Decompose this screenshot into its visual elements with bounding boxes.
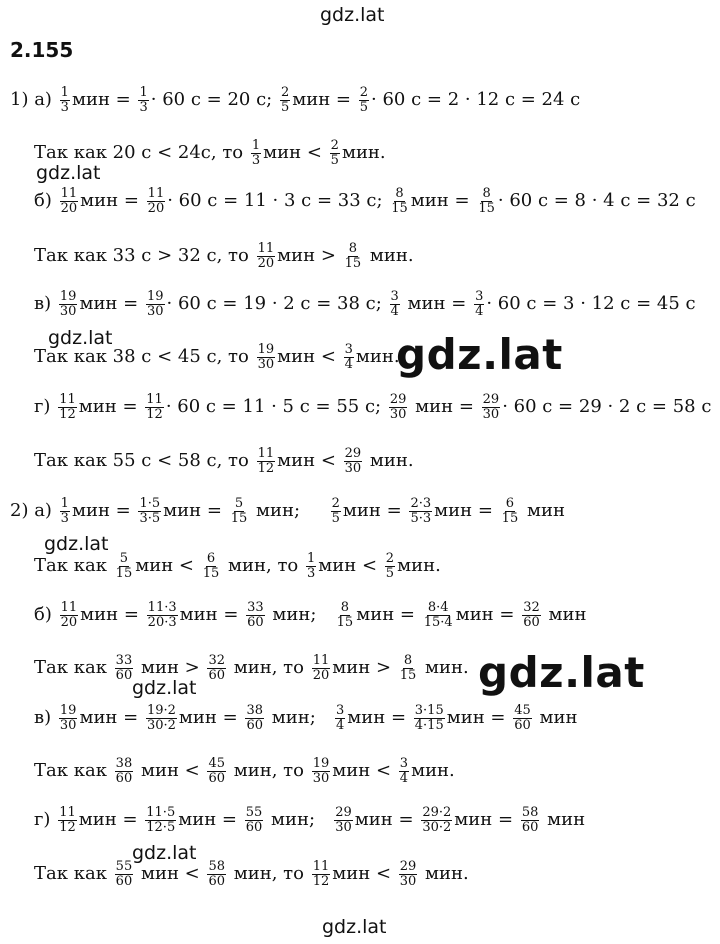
text-run: · 60 с = 29 · 2 с = 58 с bbox=[502, 396, 712, 417]
watermark-small: gdz.lat bbox=[48, 327, 113, 349]
text-run: · 60 с = 20 с; bbox=[150, 89, 278, 110]
fraction-numerator: 3 bbox=[399, 755, 409, 771]
fraction bbox=[359, 86, 369, 114]
fraction-denominator: 15 bbox=[344, 255, 362, 271]
fraction-denominator: 12·5 bbox=[146, 819, 176, 835]
fraction bbox=[145, 393, 164, 421]
fraction bbox=[385, 552, 395, 580]
watermark-large: gdz.lat bbox=[478, 648, 645, 697]
fraction bbox=[344, 242, 363, 270]
text-run: · 60 с = 11 · 3 с = 33 с; bbox=[167, 190, 389, 211]
fraction-numerator: 32 bbox=[523, 599, 540, 615]
watermark-small: gdz.lat bbox=[44, 533, 109, 555]
fraction-denominator: 3 bbox=[139, 99, 148, 115]
fraction-numerator: 8 bbox=[348, 240, 358, 256]
text-run: мин = bbox=[409, 396, 480, 417]
fraction-numerator: 33 bbox=[115, 652, 133, 668]
text-run: мин bbox=[541, 809, 586, 830]
fraction bbox=[138, 86, 148, 114]
text-run: мин = bbox=[80, 190, 145, 211]
text-run: мин = bbox=[179, 604, 245, 625]
fraction bbox=[399, 654, 418, 682]
fraction-denominator: 20 bbox=[60, 200, 78, 216]
fraction-denominator: 4 bbox=[475, 303, 484, 319]
fraction-numerator: 38 bbox=[246, 702, 263, 718]
fraction-denominator: 15 bbox=[391, 200, 408, 216]
fraction-numerator: 8·4 bbox=[427, 599, 449, 615]
fraction-numerator: 29·2 bbox=[422, 804, 452, 820]
fraction bbox=[522, 601, 541, 629]
text-run: Так как bbox=[34, 760, 113, 781]
watermark-small: gdz.lat bbox=[36, 162, 101, 184]
text-run: мин = bbox=[79, 707, 144, 728]
fraction bbox=[257, 447, 276, 475]
fraction bbox=[501, 497, 520, 525]
fraction bbox=[336, 601, 355, 629]
fraction-denominator: 15 bbox=[230, 510, 248, 526]
fraction bbox=[312, 757, 331, 785]
fraction-numerator: 11 bbox=[146, 391, 163, 407]
fraction-denominator: 15 bbox=[501, 510, 519, 526]
watermark-small: gdz.lat bbox=[132, 677, 197, 699]
text-run: мин. bbox=[419, 863, 469, 884]
text-run: мин = bbox=[79, 293, 144, 314]
fraction bbox=[207, 860, 226, 888]
fraction-denominator: 60 bbox=[208, 667, 226, 683]
fraction-denominator: 30·2 bbox=[422, 819, 452, 835]
fraction-numerator: 3·15 bbox=[414, 702, 444, 718]
fraction-denominator: 20·3 bbox=[147, 614, 177, 630]
fraction bbox=[202, 552, 221, 580]
text-run: мин. bbox=[397, 555, 441, 576]
fraction-denominator: 30 bbox=[146, 303, 164, 319]
fraction-denominator: 20 bbox=[60, 614, 78, 630]
fraction bbox=[344, 447, 363, 475]
text-run: мин > bbox=[277, 245, 342, 266]
fraction-denominator: 60 bbox=[115, 873, 133, 889]
fraction-denominator: 4 bbox=[335, 717, 345, 733]
text-run: мин > bbox=[135, 657, 206, 678]
text-run: мин; bbox=[266, 707, 333, 728]
text-run: мин < bbox=[135, 555, 200, 576]
fraction-denominator: 5·3 bbox=[410, 510, 432, 526]
text-run: мин. bbox=[419, 657, 469, 678]
text-run: мин = bbox=[347, 707, 412, 728]
fraction-numerator: 2 bbox=[331, 495, 340, 511]
text-run: мин = bbox=[434, 500, 499, 521]
text-run: мин; bbox=[250, 500, 329, 521]
text-run: мин bbox=[533, 707, 578, 728]
text-run: г) bbox=[34, 809, 57, 830]
solution-line bbox=[34, 595, 586, 635]
text-run: мин = bbox=[446, 707, 512, 728]
text-run: мин; bbox=[265, 809, 333, 830]
text-run: мин < bbox=[263, 142, 328, 163]
fraction-numerator: 58 bbox=[521, 804, 539, 820]
fraction-numerator: 11 bbox=[257, 240, 275, 256]
text-run: мин < bbox=[332, 760, 397, 781]
fraction-numerator: 19 bbox=[59, 288, 77, 304]
fraction bbox=[138, 497, 161, 525]
text-run: Так как bbox=[34, 657, 113, 678]
text-run: б) bbox=[34, 604, 58, 625]
fraction bbox=[330, 139, 340, 167]
fraction-numerator: 29 bbox=[389, 391, 407, 407]
fraction-denominator: 60 bbox=[246, 717, 263, 733]
fraction bbox=[245, 704, 264, 732]
text-run: Так как 20 с < 24с, то bbox=[34, 142, 249, 163]
fraction-numerator: 8 bbox=[395, 185, 404, 201]
fraction-numerator: 11 bbox=[257, 445, 275, 461]
fraction bbox=[245, 806, 264, 834]
fraction-numerator: 8 bbox=[340, 599, 350, 615]
solution-line bbox=[34, 133, 386, 173]
fraction-numerator: 19 bbox=[312, 755, 330, 771]
fraction-denominator: 15·4 bbox=[423, 614, 453, 630]
fraction bbox=[147, 601, 178, 629]
text-run: мин = bbox=[292, 89, 357, 110]
fraction bbox=[115, 654, 134, 682]
fraction bbox=[399, 757, 409, 785]
text-run: мин = bbox=[401, 293, 473, 314]
fraction bbox=[414, 704, 445, 732]
fraction-denominator: 60 bbox=[115, 770, 133, 786]
fraction bbox=[59, 704, 78, 732]
text-run: · 60 с = 2 · 12 с = 24 с bbox=[371, 89, 581, 110]
fraction-denominator: 60 bbox=[247, 614, 264, 630]
fraction-numerator: 11 bbox=[312, 858, 330, 874]
text-run: Так как 38 с < 45 с, то bbox=[34, 346, 255, 367]
fraction-denominator: 20 bbox=[312, 667, 330, 683]
fraction-denominator: 20 bbox=[147, 200, 165, 216]
fraction-numerator: 11 bbox=[60, 185, 78, 201]
fraction-denominator: 15 bbox=[336, 614, 354, 630]
text-run: мин bbox=[521, 500, 565, 521]
fraction-denominator: 60 bbox=[245, 819, 263, 835]
watermark-bottom: gdz.lat bbox=[322, 916, 387, 938]
fraction-denominator: 12 bbox=[59, 819, 76, 835]
watermark-small: gdz.lat bbox=[132, 842, 197, 864]
text-run: мин = bbox=[410, 190, 476, 211]
text-run: мин, то bbox=[222, 555, 304, 576]
fraction-numerator: 1 bbox=[60, 84, 69, 100]
text-run: Так как bbox=[34, 555, 113, 576]
fraction bbox=[147, 187, 166, 215]
fraction-denominator: 15 bbox=[115, 565, 133, 581]
text-run: · 60 с = 11 · 5 с = 55 с; bbox=[165, 396, 387, 417]
text-run: 1) а) bbox=[10, 89, 58, 110]
solution-line bbox=[34, 751, 455, 791]
fraction-numerator: 8 bbox=[482, 185, 491, 201]
fraction-numerator: 11 bbox=[59, 804, 76, 820]
fraction-denominator: 30·2 bbox=[146, 717, 176, 733]
solution-line bbox=[10, 80, 580, 120]
fraction-numerator: 19 bbox=[59, 702, 77, 718]
fraction-denominator: 4 bbox=[390, 303, 399, 319]
text-run: мин = bbox=[454, 809, 519, 830]
text-run: мин. bbox=[355, 346, 400, 367]
text-run: мин = bbox=[80, 604, 145, 625]
fraction-denominator: 3 bbox=[60, 510, 69, 526]
text-run: мин < bbox=[277, 450, 342, 471]
fraction-numerator: 5 bbox=[119, 550, 129, 566]
fraction bbox=[115, 860, 134, 888]
fraction bbox=[409, 497, 432, 525]
text-run: · 60 с = 19 · 2 с = 38 с; bbox=[166, 293, 388, 314]
fraction bbox=[474, 290, 484, 318]
fraction bbox=[334, 806, 353, 834]
fraction-numerator: 19 bbox=[257, 341, 275, 357]
text-run: мин. bbox=[411, 760, 455, 781]
fraction-denominator: 30 bbox=[312, 770, 330, 786]
fraction-denominator: 60 bbox=[208, 873, 226, 889]
fraction-numerator: 8 bbox=[403, 652, 413, 668]
fraction-numerator: 29 bbox=[335, 804, 352, 820]
fraction bbox=[312, 860, 331, 888]
fraction-numerator: 1 bbox=[251, 137, 261, 153]
fraction-numerator: 55 bbox=[245, 804, 263, 820]
fraction-denominator: 30 bbox=[344, 460, 362, 476]
fraction-denominator: 5 bbox=[330, 152, 339, 168]
solution-line bbox=[34, 337, 400, 377]
fraction-denominator: 5 bbox=[385, 565, 395, 581]
fraction-numerator: 45 bbox=[514, 702, 531, 718]
fraction-denominator: 3 bbox=[306, 565, 316, 581]
text-run: · 60 с = 3 · 12 с = 45 с bbox=[486, 293, 696, 314]
text-run: мин = bbox=[163, 500, 228, 521]
fraction-numerator: 33 bbox=[247, 599, 264, 615]
fraction-numerator: 3 bbox=[475, 288, 484, 304]
watermark-large: gdz.lat bbox=[396, 330, 563, 379]
fraction-denominator: 3 bbox=[251, 152, 261, 168]
text-run: мин < bbox=[135, 863, 206, 884]
fraction-denominator: 12 bbox=[312, 873, 330, 889]
fraction-numerator: 3 bbox=[335, 702, 345, 718]
fraction bbox=[477, 187, 496, 215]
fraction-numerator: 58 bbox=[208, 858, 226, 874]
fraction bbox=[331, 497, 341, 525]
fraction-numerator: 1 bbox=[139, 84, 148, 100]
text-run: Так как 55 с < 58 с, то bbox=[34, 450, 255, 471]
fraction-denominator: 4 bbox=[344, 356, 353, 372]
fraction bbox=[145, 806, 176, 834]
fraction bbox=[230, 497, 249, 525]
fraction bbox=[60, 86, 70, 114]
text-run: г) bbox=[34, 396, 57, 417]
solution-line bbox=[34, 698, 578, 738]
fraction-denominator: 60 bbox=[115, 667, 133, 683]
fraction bbox=[115, 552, 134, 580]
fraction bbox=[390, 187, 409, 215]
fraction-denominator: 30 bbox=[482, 406, 500, 422]
fraction bbox=[390, 290, 400, 318]
fraction bbox=[482, 393, 501, 421]
text-run: · 60 с = 8 · 4 с = 32 с bbox=[497, 190, 696, 211]
text-run: мин bbox=[542, 604, 587, 625]
fraction bbox=[58, 393, 77, 421]
text-run: мин = bbox=[342, 500, 408, 521]
fraction-denominator: 3·5 bbox=[139, 510, 161, 526]
fraction bbox=[399, 860, 418, 888]
solution-line bbox=[34, 854, 469, 894]
fraction bbox=[207, 654, 226, 682]
fraction-denominator: 12 bbox=[257, 460, 275, 476]
fraction bbox=[306, 552, 316, 580]
fraction-numerator: 29 bbox=[344, 445, 362, 461]
text-run: мин. bbox=[341, 142, 386, 163]
fraction-numerator: 6 bbox=[505, 495, 515, 511]
fraction bbox=[146, 290, 165, 318]
fraction-numerator: 19·2 bbox=[146, 702, 176, 718]
fraction-numerator: 1 bbox=[60, 495, 69, 511]
fraction-denominator: 15 bbox=[202, 565, 220, 581]
fraction-numerator: 2 bbox=[385, 550, 395, 566]
fraction bbox=[280, 86, 290, 114]
text-run: мин < bbox=[135, 760, 206, 781]
fraction-numerator: 11·3 bbox=[147, 599, 177, 615]
text-run: мин = bbox=[178, 809, 243, 830]
solution-line bbox=[34, 181, 696, 221]
solution-line bbox=[34, 546, 441, 586]
fraction-denominator: 30 bbox=[59, 717, 77, 733]
fraction bbox=[389, 393, 408, 421]
text-run: в) bbox=[34, 293, 57, 314]
text-run: мин, то bbox=[228, 863, 310, 884]
fraction bbox=[251, 139, 261, 167]
fraction-denominator: 60 bbox=[514, 717, 531, 733]
fraction bbox=[60, 187, 79, 215]
fraction-denominator: 5 bbox=[331, 510, 340, 526]
watermark-top: gdz.lat bbox=[320, 4, 385, 26]
text-run: мин = bbox=[354, 809, 420, 830]
fraction-denominator: 12 bbox=[146, 406, 163, 422]
text-run: мин = bbox=[71, 89, 137, 110]
text-run: мин = bbox=[178, 707, 244, 728]
text-run: мин. bbox=[364, 245, 414, 266]
fraction-numerator: 11 bbox=[60, 599, 78, 615]
fraction bbox=[257, 343, 276, 371]
text-run: мин = bbox=[356, 604, 421, 625]
text-run: Так как 33 с > 32 с, то bbox=[34, 245, 255, 266]
fraction-denominator: 60 bbox=[523, 614, 540, 630]
fraction-denominator: 4·15 bbox=[414, 717, 444, 733]
fraction-denominator: 15 bbox=[478, 200, 495, 216]
fraction-numerator: 1·5 bbox=[139, 495, 161, 511]
solution-line bbox=[34, 800, 585, 840]
solution-line bbox=[34, 441, 414, 481]
fraction-numerator: 38 bbox=[115, 755, 133, 771]
solution-line bbox=[34, 236, 414, 276]
fraction-denominator: 30 bbox=[335, 819, 352, 835]
text-run: мин = bbox=[71, 500, 137, 521]
fraction-denominator: 30 bbox=[59, 303, 77, 319]
fraction-numerator: 45 bbox=[208, 755, 226, 771]
fraction bbox=[58, 806, 77, 834]
fraction-numerator: 11 bbox=[147, 185, 165, 201]
fraction-numerator: 55 bbox=[115, 858, 133, 874]
text-run: мин; bbox=[266, 604, 334, 625]
fraction-numerator: 11·5 bbox=[146, 804, 176, 820]
fraction bbox=[513, 704, 532, 732]
problem-number: 2.155 bbox=[10, 38, 74, 62]
solution-line bbox=[34, 284, 696, 324]
text-run: мин, то bbox=[228, 760, 310, 781]
fraction-denominator: 3 bbox=[60, 99, 69, 115]
text-run: мин = bbox=[78, 396, 144, 417]
fraction-denominator: 60 bbox=[521, 819, 539, 835]
fraction bbox=[344, 343, 354, 371]
fraction-denominator: 15 bbox=[399, 667, 417, 683]
fraction-numerator: 11 bbox=[312, 652, 330, 668]
text-run: мин > bbox=[332, 657, 397, 678]
text-run: мин < bbox=[318, 555, 383, 576]
fraction bbox=[115, 757, 134, 785]
fraction-numerator: 2·3 bbox=[410, 495, 432, 511]
fraction bbox=[257, 242, 276, 270]
fraction-numerator: 29 bbox=[399, 858, 417, 874]
fraction-numerator: 2 bbox=[280, 84, 290, 100]
fraction bbox=[521, 806, 540, 834]
text-run: в) bbox=[34, 707, 57, 728]
fraction-numerator: 11 bbox=[59, 391, 76, 407]
fraction-numerator: 6 bbox=[206, 550, 216, 566]
text-run: Так как bbox=[34, 863, 113, 884]
fraction bbox=[60, 601, 79, 629]
fraction-numerator: 3 bbox=[344, 341, 353, 357]
fraction-denominator: 60 bbox=[208, 770, 226, 786]
fraction-denominator: 30 bbox=[399, 873, 417, 889]
fraction-numerator: 29 bbox=[482, 391, 500, 407]
text-run: мин = bbox=[78, 809, 144, 830]
fraction bbox=[146, 704, 177, 732]
fraction bbox=[246, 601, 265, 629]
fraction-denominator: 5 bbox=[359, 99, 369, 115]
fraction bbox=[335, 704, 345, 732]
fraction-numerator: 2 bbox=[330, 137, 339, 153]
fraction bbox=[312, 654, 331, 682]
fraction bbox=[421, 806, 452, 834]
text-run: мин < bbox=[277, 346, 342, 367]
fraction-denominator: 4 bbox=[399, 770, 409, 786]
text-run: мин < bbox=[332, 863, 397, 884]
fraction-denominator: 30 bbox=[389, 406, 407, 422]
fraction-numerator: 1 bbox=[306, 550, 316, 566]
fraction-numerator: 3 bbox=[390, 288, 399, 304]
text-run: мин. bbox=[364, 450, 414, 471]
fraction bbox=[423, 601, 454, 629]
text-run: мин = bbox=[455, 604, 521, 625]
fraction-denominator: 5 bbox=[280, 99, 290, 115]
text-run: мин, то bbox=[228, 657, 310, 678]
fraction-denominator: 20 bbox=[257, 255, 275, 271]
fraction-numerator: 19 bbox=[146, 288, 164, 304]
fraction bbox=[207, 757, 226, 785]
fraction-numerator: 5 bbox=[234, 495, 244, 511]
text-run: б) bbox=[34, 190, 58, 211]
fraction-denominator: 12 bbox=[59, 406, 76, 422]
solution-line bbox=[10, 491, 565, 531]
solution-line bbox=[34, 648, 469, 688]
fraction bbox=[60, 497, 70, 525]
fraction bbox=[59, 290, 78, 318]
fraction-numerator: 2 bbox=[359, 84, 369, 100]
solution-line bbox=[34, 387, 711, 427]
fraction-denominator: 30 bbox=[257, 356, 275, 372]
fraction-numerator: 32 bbox=[208, 652, 226, 668]
text-run: 2) а) bbox=[10, 500, 58, 521]
